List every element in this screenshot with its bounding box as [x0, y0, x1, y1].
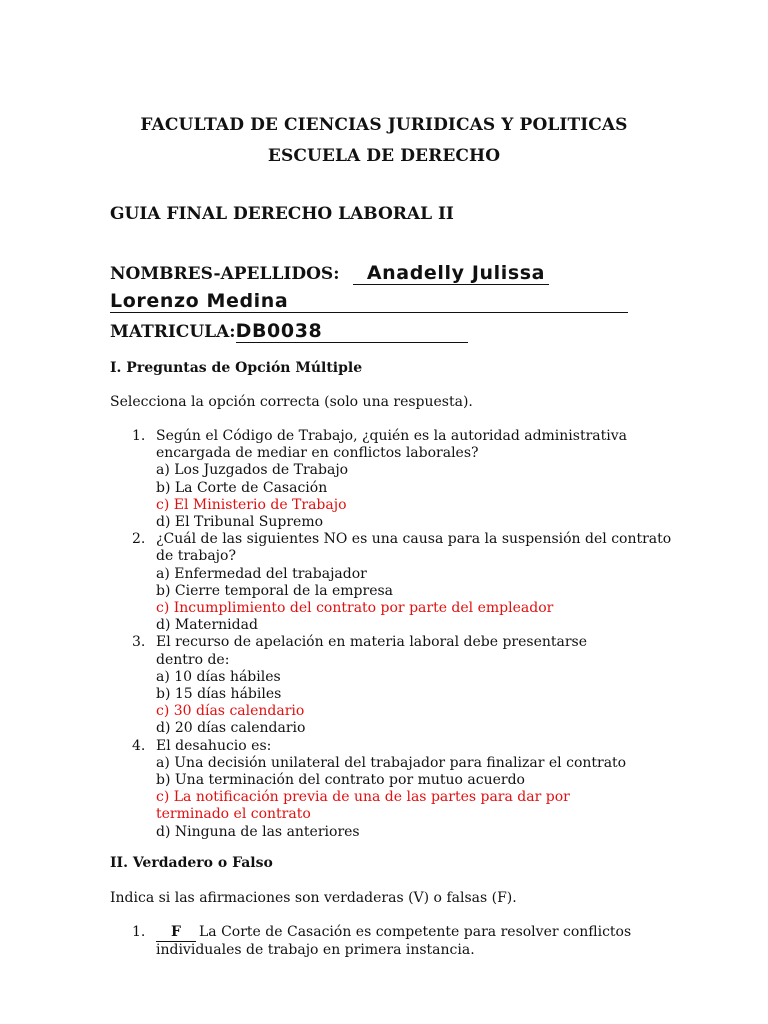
school-heading: ESCUELA DE DERECHO	[267, 146, 501, 166]
option-b: b) Cierre temporal de la empresa	[156, 582, 394, 599]
statement-text: La Corte de Casación es competente para resolver conflictos individuales de trabajo en primera instancia.	[156, 924, 632, 959]
option-a: a) Una decisión unilateral del trabajador para finalizar el contrato	[156, 754, 627, 771]
option-d: d) Ninguna de las anteriores	[156, 823, 360, 840]
question-item	[132, 428, 672, 531]
option-a: a) Enfermedad del trabajador	[156, 565, 367, 582]
names-line	[110, 262, 549, 285]
option-c-correct: c) Incumplimiento del contrato por parte del empleador	[156, 600, 554, 617]
last-names-field	[110, 290, 628, 313]
last-names-value: Lorenzo Medina	[110, 290, 289, 312]
matricula-label: MATRICULA:	[110, 322, 236, 342]
true-false-item	[132, 924, 672, 959]
section-1-title: I. Preguntas de Opción Múltiple	[110, 360, 363, 376]
option-b: b) La Corte de Casación	[156, 479, 328, 496]
first-names-value: Anadelly Julissa	[366, 262, 546, 284]
question-item	[132, 738, 672, 841]
multiple-choice-list	[132, 428, 672, 841]
question-number: 4.	[132, 737, 146, 754]
question-text: El desahucio es:	[156, 737, 272, 754]
option-a: a) Los Juzgados de Trabajo	[156, 462, 349, 479]
question-item	[132, 531, 672, 634]
question-number: 1.	[132, 428, 146, 444]
answer-blank: F	[156, 924, 196, 942]
true-false-list	[132, 924, 672, 959]
option-d: d) 20 días calendario	[156, 720, 306, 737]
option-b: b) 15 días hábiles	[156, 686, 282, 703]
last-names-line	[110, 290, 628, 313]
matricula-field	[236, 320, 468, 343]
question-text: ¿Cuál de las siguientes NO es una causa para la suspensión del contrato de trabajo?	[156, 531, 672, 565]
option-c-correct: c) 30 días calendario	[156, 703, 305, 720]
matricula-value: DB0038	[235, 320, 323, 342]
first-names-field	[353, 262, 549, 285]
option-d: d) El Tribunal Supremo	[156, 514, 324, 531]
item-number: 1.	[132, 924, 146, 940]
section-1-instruction: Selecciona la opción correcta (solo una respuesta).	[110, 394, 473, 410]
matricula-line	[110, 320, 468, 343]
question-number: 2.	[132, 531, 146, 548]
question-item	[132, 634, 672, 737]
statement	[156, 924, 672, 959]
question-text: Según el Código de Trabajo, ¿quién es la autoridad administrativa encargada de mediar en conflictos laborales?	[156, 428, 627, 462]
option-b: b) Una terminación del contrato por mutuo acuerdo	[156, 772, 525, 789]
names-label: NOMBRES-APELLIDOS:	[110, 264, 340, 284]
option-d: d) Maternidad	[156, 617, 258, 634]
option-c-correct: c) La notificación previa de una de las partes para dar por terminado el contrato	[156, 789, 570, 823]
section-2-instruction: Indica si las afirmaciones son verdaderas (V) o falsas (F).	[110, 890, 517, 906]
option-a: a) 10 días hábiles	[156, 668, 281, 685]
option-c-correct: c) El Ministerio de Trabajo	[156, 496, 347, 513]
question-text: El recurso de apelación en materia laboral debe presentarse dentro de:	[156, 634, 588, 668]
guide-title: GUIA FINAL DERECHO LABORAL II	[110, 204, 454, 224]
section-2-title: II. Verdadero o Falso	[110, 855, 273, 871]
question-number: 3.	[132, 634, 146, 651]
faculty-heading: FACULTAD DE CIENCIAS JURIDICAS Y POLITICAS	[140, 115, 628, 135]
